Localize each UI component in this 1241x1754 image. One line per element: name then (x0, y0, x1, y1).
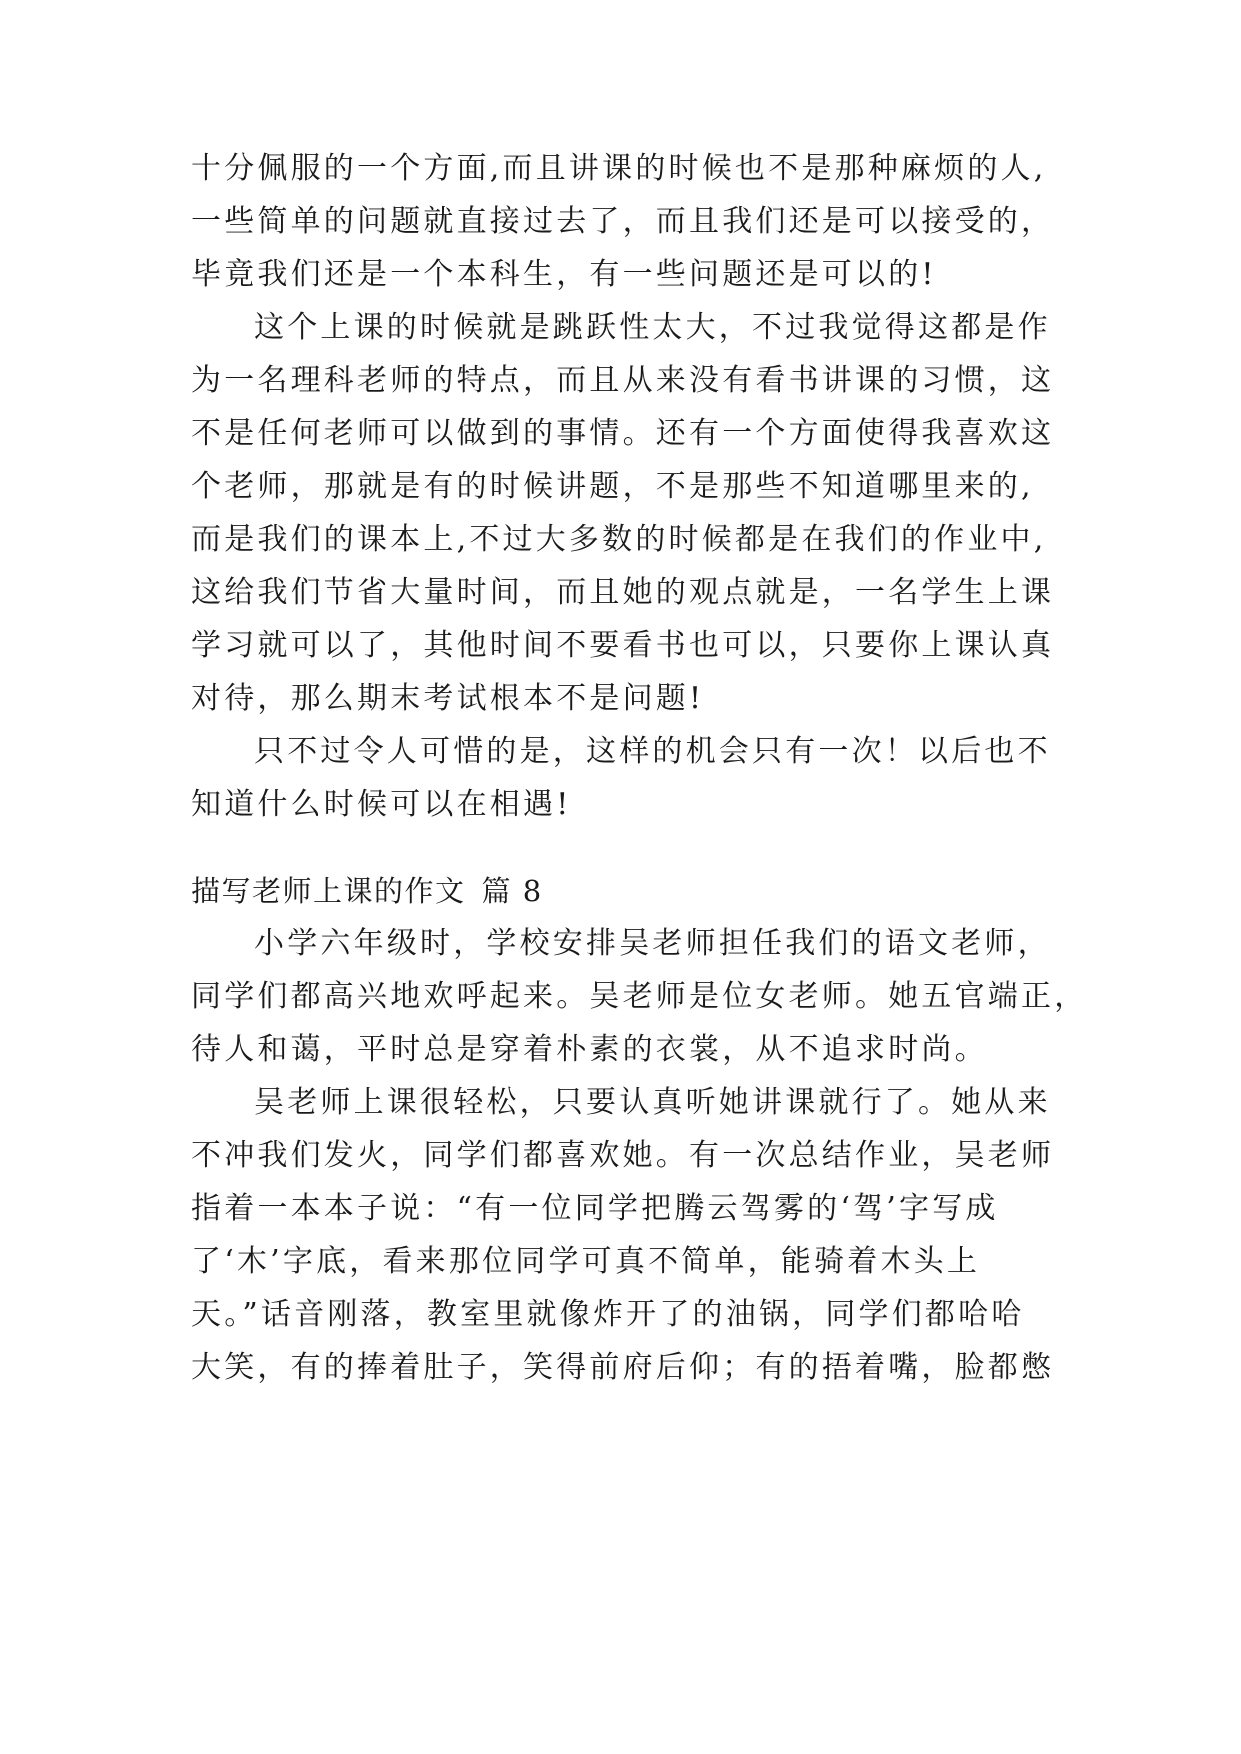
paragraph-line: 待人和蔼，平时总是穿着朴素的衣裳，从不追求时尚。 (191, 1032, 988, 1067)
paragraph-line: 同学们都高兴地欢呼起来。吴老师是位女老师。她五官端正， (191, 979, 1088, 1014)
paragraph-line: 一些简单的问题就直接过去了，而且我们还是可以接受的， (191, 204, 1055, 239)
paragraph-line: 这个上课的时候就是跳跃性太大，不过我觉得这都是作 (254, 310, 1051, 345)
paragraph-line: 天。”话音刚落，教室里就像炸开了的油锅，同学们都哈哈 (191, 1297, 1025, 1332)
paragraph-line: 知道什么时候可以在相遇! (191, 787, 572, 822)
section-heading (191, 871, 543, 911)
heading-number: 篇 8 (481, 874, 543, 908)
paragraph-line: 对待，那么期末考试根本不是问题! (191, 681, 705, 716)
paragraph-line: 为一名理科老师的特点，而且从来没有看书讲课的习惯，这 (191, 363, 1055, 398)
paragraph-line: 十分佩服的一个方面,而且讲课的时候也不是那种麻烦的人, (191, 151, 1047, 186)
paragraph-line: 而是我们的课本上,不过大多数的时候都是在我们的作业中, (191, 522, 1047, 557)
paragraph-line: 学习就可以了，其他时间不要看书也可以，只要你上课认真 (191, 628, 1055, 663)
paragraph-line: 不冲我们发火，同学们都喜欢她。有一次总结作业，吴老师 (191, 1138, 1055, 1173)
paragraph-line: 小学六年级时，学校安排吴老师担任我们的语文老师， (254, 926, 1051, 961)
paragraph-line: 只不过令人可惜的是，这样的机会只有一次！以后也不 (254, 734, 1051, 769)
paragraph-line: 了‘木’字底，看来那位同学可真不简单，能骑着木头上 (191, 1244, 981, 1279)
heading-title: 描写老师上课的作文 (191, 874, 466, 908)
paragraph-line: 不是任何老师可以做到的事情。还有一个方面使得我喜欢这 (191, 416, 1055, 451)
paragraph-line: 吴老师上课很轻松，只要认真听她讲课就行了。她从来 (254, 1085, 1051, 1120)
paragraph-line: 指着一本本子说：“有一位同学把腾云驾雾的‘驾’字写成 (191, 1191, 999, 1226)
paragraph-line: 个老师，那就是有的时候讲题，不是那些不知道哪里来的, (191, 469, 1034, 504)
paragraph-line: 这给我们节省大量时间，而且她的观点就是，一名学生上课 (191, 575, 1055, 610)
paragraph-line: 毕竟我们还是一个本科生，有一些问题还是可以的! (191, 257, 937, 292)
paragraph-line: 大笑，有的捧着肚子，笑得前府后仰；有的捂着嘴，脸都憋 (191, 1350, 1055, 1385)
